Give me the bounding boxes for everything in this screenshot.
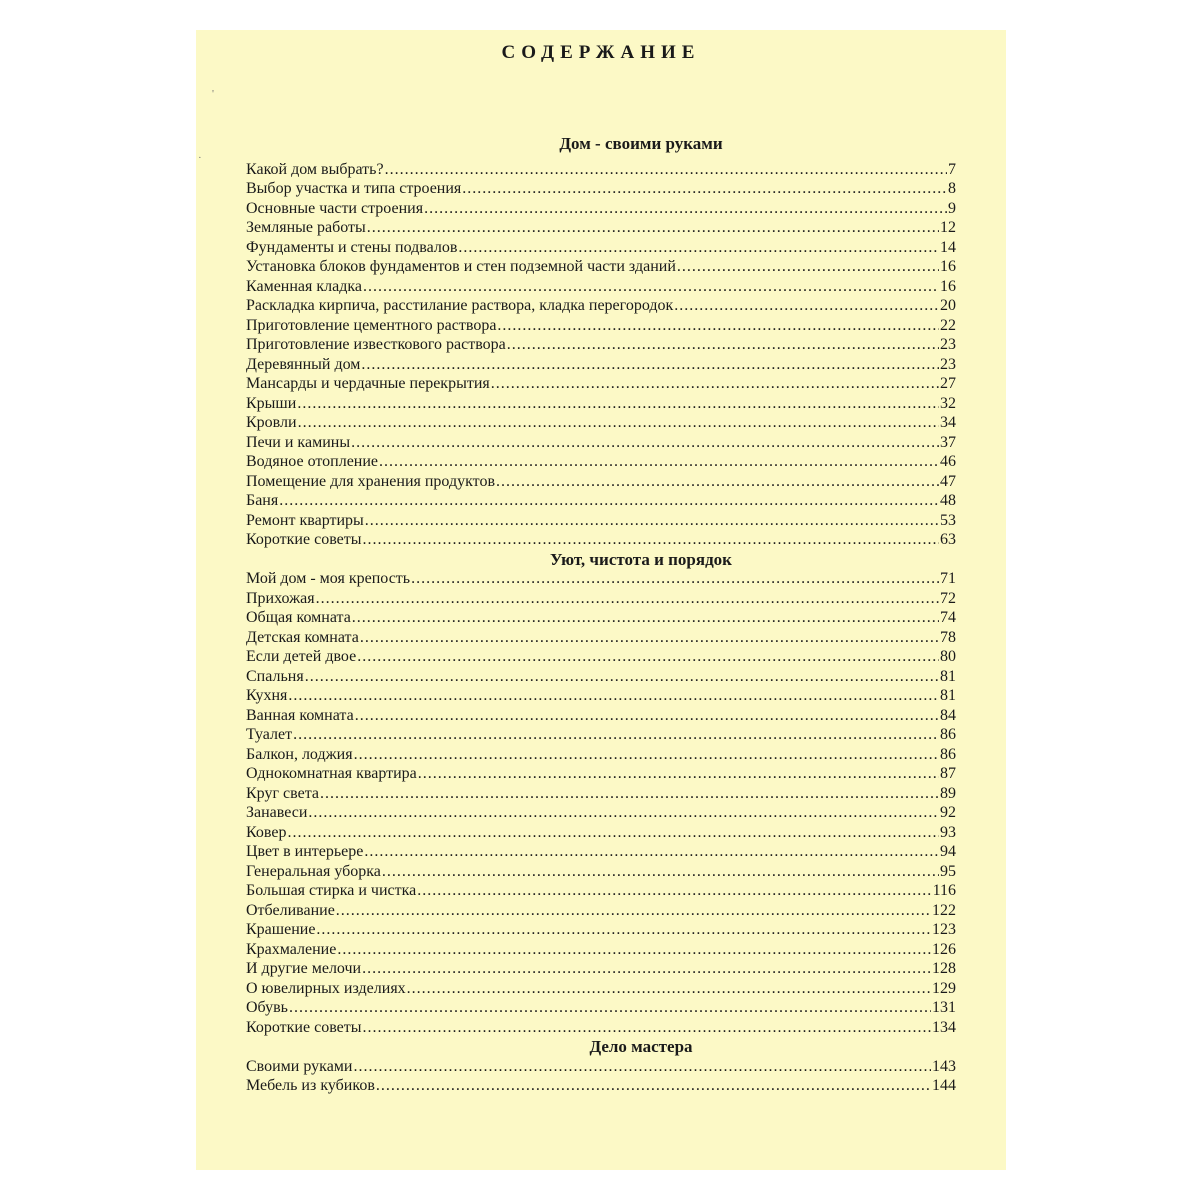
dot-leader: [424, 199, 947, 219]
toc-entry-page: 14: [940, 238, 956, 256]
toc-entry: [246, 569, 956, 589]
toc-entry-title: Ремонт квартиры: [246, 511, 364, 529]
toc-entry-page: 16: [940, 258, 956, 275]
toc-entry-page: 86: [940, 726, 956, 743]
toc-entry-page: 84: [940, 706, 956, 724]
toc-entry-title: Крашение: [246, 921, 316, 938]
toc-entry-title: О ювелирных изделиях: [246, 979, 406, 997]
toc-entry-title: Короткие советы: [246, 531, 362, 548]
toc-entry: [246, 355, 956, 375]
toc-entry: [246, 199, 956, 219]
toc-entry-title: Большая стирка и чистка: [246, 882, 417, 899]
toc-entry: [246, 589, 956, 609]
toc-entry-page: 53: [940, 511, 956, 529]
toc-entry-page: 16: [940, 277, 956, 295]
toc-entry: [246, 277, 956, 297]
toc-entry-title: Мансарды и чердачные перекрытия: [246, 375, 490, 392]
toc-entry-title: Какой дом выбрать?: [246, 160, 384, 178]
toc-entry-title: Мой дом - моя крепость: [246, 570, 411, 587]
toc-entry: [246, 608, 956, 628]
toc-entry-title: Цвет в интерьере: [246, 843, 364, 860]
toc-entry-title: Крахмаление: [246, 940, 337, 958]
dot-leader: [385, 160, 947, 180]
toc-entry-title: Если детей двое: [246, 648, 357, 665]
dot-leader: [363, 277, 939, 297]
toc-entry-page: 23: [940, 336, 956, 353]
toc-entry: [246, 979, 956, 999]
toc-entry-title: Однокомнатная квартира: [246, 765, 417, 782]
toc-entry: [246, 901, 956, 921]
toc-entry: [246, 433, 956, 453]
toc-entry: [246, 940, 956, 960]
toc-entry: [246, 667, 956, 687]
toc-entry-page: 126: [932, 940, 956, 958]
toc-entry-title: Своими руками: [246, 1057, 353, 1075]
toc-entry: [246, 238, 956, 258]
section-heading: Дом - своими руками: [559, 134, 723, 153]
dot-leader: [279, 491, 939, 511]
toc-entry-page: 144: [932, 1077, 956, 1094]
dot-leader: [308, 803, 939, 823]
toc-entry-title: Приготовление цементного раствора: [246, 316, 497, 334]
toc-entry: [246, 647, 956, 667]
toc-entry: [246, 998, 956, 1018]
toc-entry-title: Установка блоков фундаментов и стен подземной части зданий: [246, 258, 676, 275]
dot-leader: [337, 940, 931, 960]
toc-entry: [246, 296, 956, 316]
dot-leader: [354, 745, 939, 765]
toc-entry: [246, 784, 956, 804]
toc-entry: [246, 842, 956, 862]
dot-leader: [288, 686, 939, 706]
toc-entry: [246, 1018, 956, 1038]
toc-entry-title: Короткие советы: [246, 1018, 362, 1036]
toc-entry-page: 47: [940, 472, 956, 490]
toc-entry: [246, 686, 956, 706]
toc-entry-page: 92: [940, 804, 956, 821]
toc-entry-page: 94: [940, 843, 956, 860]
dot-leader: [353, 1057, 931, 1077]
dot-leader: [382, 862, 939, 882]
toc-entry: [246, 257, 956, 277]
dot-leader: [376, 1076, 931, 1096]
toc-entry-page: 81: [940, 687, 956, 704]
toc-entry-page: 87: [940, 765, 956, 782]
dot-leader: [320, 784, 939, 804]
toc-entry-title: Крыши: [246, 394, 297, 412]
dot-leader: [305, 667, 939, 687]
toc-entry-page: 80: [940, 648, 956, 665]
toc-entry-page: 20: [940, 297, 956, 314]
toc-entry: [246, 1076, 956, 1096]
toc-entry: [246, 511, 956, 531]
dot-leader: [418, 764, 939, 784]
toc-entry-page: 27: [940, 375, 956, 392]
dot-leader: [357, 647, 939, 667]
dot-leader: [352, 608, 939, 628]
dot-leader: [491, 374, 939, 394]
toc-entry: [246, 764, 956, 784]
toc-entry-page: 131: [932, 999, 956, 1016]
dot-leader: [298, 413, 939, 433]
dot-leader: [497, 316, 939, 336]
toc-entry-title: Кровли: [246, 414, 297, 431]
dot-leader: [297, 394, 939, 414]
toc-entry-page: 8: [948, 180, 956, 197]
dot-leader: [507, 335, 939, 355]
toc-entry-page: 63: [940, 531, 956, 548]
toc-entry-page: 143: [932, 1057, 956, 1075]
dot-leader: [363, 1018, 932, 1038]
toc-entry: [246, 179, 956, 199]
toc-entry: [246, 394, 956, 414]
toc-entry: [246, 959, 956, 979]
dot-leader: [289, 998, 931, 1018]
dot-leader: [379, 452, 939, 472]
toc-entry-title: Обувь: [246, 999, 288, 1016]
dot-leader: [407, 979, 931, 999]
toc-entry-title: Балкон, лоджия: [246, 745, 353, 763]
toc-entry-page: 128: [932, 960, 956, 977]
toc-entry-page: 71: [940, 570, 956, 587]
toc-entry-title: Помещение для хранения продуктов: [246, 472, 495, 490]
dot-leader: [360, 628, 939, 648]
toc-entry-page: 95: [940, 862, 956, 880]
toc-entry-page: 37: [940, 433, 956, 451]
dot-leader: [355, 706, 939, 726]
toc-entry-title: Туалет: [246, 726, 293, 743]
toc-entry-page: 89: [940, 784, 956, 802]
toc-entry-page: 12: [940, 219, 956, 236]
toc-entry-title: Приготовление известкового раствора: [246, 336, 506, 353]
toc-entry-title: Основные части строения: [246, 199, 424, 217]
toc-entry: [246, 920, 956, 940]
toc-entry-title: Отбеливание: [246, 901, 335, 919]
toc-entry: [246, 803, 956, 823]
toc-entry: [246, 1057, 956, 1077]
toc-entry-title: Спальня: [246, 667, 304, 685]
toc-entry-title: Мебель из кубиков: [246, 1077, 375, 1094]
toc-entry-page: 123: [932, 921, 956, 938]
toc-entry: [246, 628, 956, 648]
dot-leader: [496, 472, 939, 492]
toc-entry-page: 48: [940, 492, 956, 509]
dot-leader: [293, 725, 939, 745]
toc-entry-title: Баня: [246, 492, 279, 509]
scan-speck: ·: [198, 152, 202, 164]
toc-entry: [246, 413, 956, 433]
toc-entry-title: Печи и камины: [246, 433, 351, 451]
toc-entry-title: Выбор участка и типа строения: [246, 180, 462, 197]
dot-leader: [462, 179, 947, 199]
toc-entry-page: 34: [940, 414, 956, 431]
toc-entry: [246, 530, 956, 550]
dot-leader: [316, 920, 931, 940]
dot-leader: [363, 530, 940, 550]
dot-leader: [364, 842, 939, 862]
toc-entry-page: 129: [932, 979, 956, 997]
toc-entry: [246, 491, 956, 511]
toc-entry-page: 32: [940, 394, 956, 412]
section-heading: Уют, чистота и порядок: [550, 549, 732, 569]
toc-entry-page: 9: [948, 199, 956, 217]
toc-entry-page: 122: [932, 901, 956, 919]
toc-entry: [246, 862, 956, 882]
toc-entry-title: Круг света: [246, 784, 319, 802]
toc-entry: [246, 452, 956, 472]
toc-entry-title: Занавеси: [246, 804, 308, 821]
dot-leader: [411, 569, 939, 589]
scan-speck: ': [212, 88, 214, 100]
toc-entry: [246, 745, 956, 765]
toc-entry: [246, 160, 956, 180]
toc-entry-title: Земляные работы: [246, 219, 366, 236]
toc-entry: [246, 374, 956, 394]
toc-entry-title: И другие мелочи: [246, 960, 362, 977]
toc-entry: [246, 706, 956, 726]
dot-leader: [367, 218, 939, 238]
dot-leader: [674, 296, 939, 316]
section-heading: Дело мастера: [589, 1037, 693, 1056]
toc-entry-page: 116: [932, 882, 956, 899]
toc-entry: [246, 316, 956, 336]
toc-entry-title: Кухня: [246, 687, 288, 704]
toc-entry: [246, 823, 956, 843]
toc-entry-page: 93: [940, 823, 956, 841]
toc-entry-title: Прихожая: [246, 589, 315, 607]
dot-leader: [361, 355, 939, 375]
toc-entry-title: Фундаменты и стены подвалов: [246, 238, 458, 256]
toc-entry-title: Ванная комната: [246, 706, 354, 724]
dot-leader: [677, 257, 939, 277]
toc-entry-title: Раскладка кирпича, расстилание раствора, кладка перегородок: [246, 297, 674, 314]
toc-entry-title: Детская комната: [246, 628, 359, 646]
toc-entry-page: 23: [940, 355, 956, 373]
toc-entry-title: Водяное отопление: [246, 453, 379, 470]
dot-leader: [362, 959, 931, 979]
toc-entry-page: 81: [940, 667, 956, 685]
book-page: [196, 30, 1006, 1170]
toc-entry-page: 46: [940, 453, 956, 470]
toc-entry-page: 72: [940, 589, 956, 607]
dot-leader: [316, 589, 939, 609]
toc-entry-page: 74: [940, 609, 956, 626]
dot-leader: [365, 511, 939, 531]
toc-entry-page: 78: [940, 628, 956, 646]
page-title: СОДЕРЖАНИЕ: [501, 42, 701, 63]
toc-entry-title: Ковер: [246, 823, 287, 841]
toc-entry-page: 22: [940, 316, 956, 334]
toc-entry: [246, 881, 956, 901]
toc-entry-title: Каменная кладка: [246, 277, 363, 295]
toc-entry: [246, 725, 956, 745]
dot-leader: [336, 901, 931, 921]
toc-entry: [246, 472, 956, 492]
dot-leader: [417, 881, 931, 901]
toc-entry-page: 86: [940, 745, 956, 763]
toc-entry-page: 134: [932, 1018, 956, 1036]
dot-leader: [458, 238, 939, 258]
toc-entry: [246, 218, 956, 238]
dot-leader: [351, 433, 939, 453]
toc-entry-title: Общая комната: [246, 609, 351, 626]
dot-leader: [287, 823, 939, 843]
toc-entry: [246, 335, 956, 355]
toc-entry-title: Деревянный дом: [246, 355, 361, 373]
table-of-contents: [246, 134, 956, 1096]
toc-entry-page: 7: [948, 160, 956, 178]
toc-entry-title: Генеральная уборка: [246, 862, 381, 880]
